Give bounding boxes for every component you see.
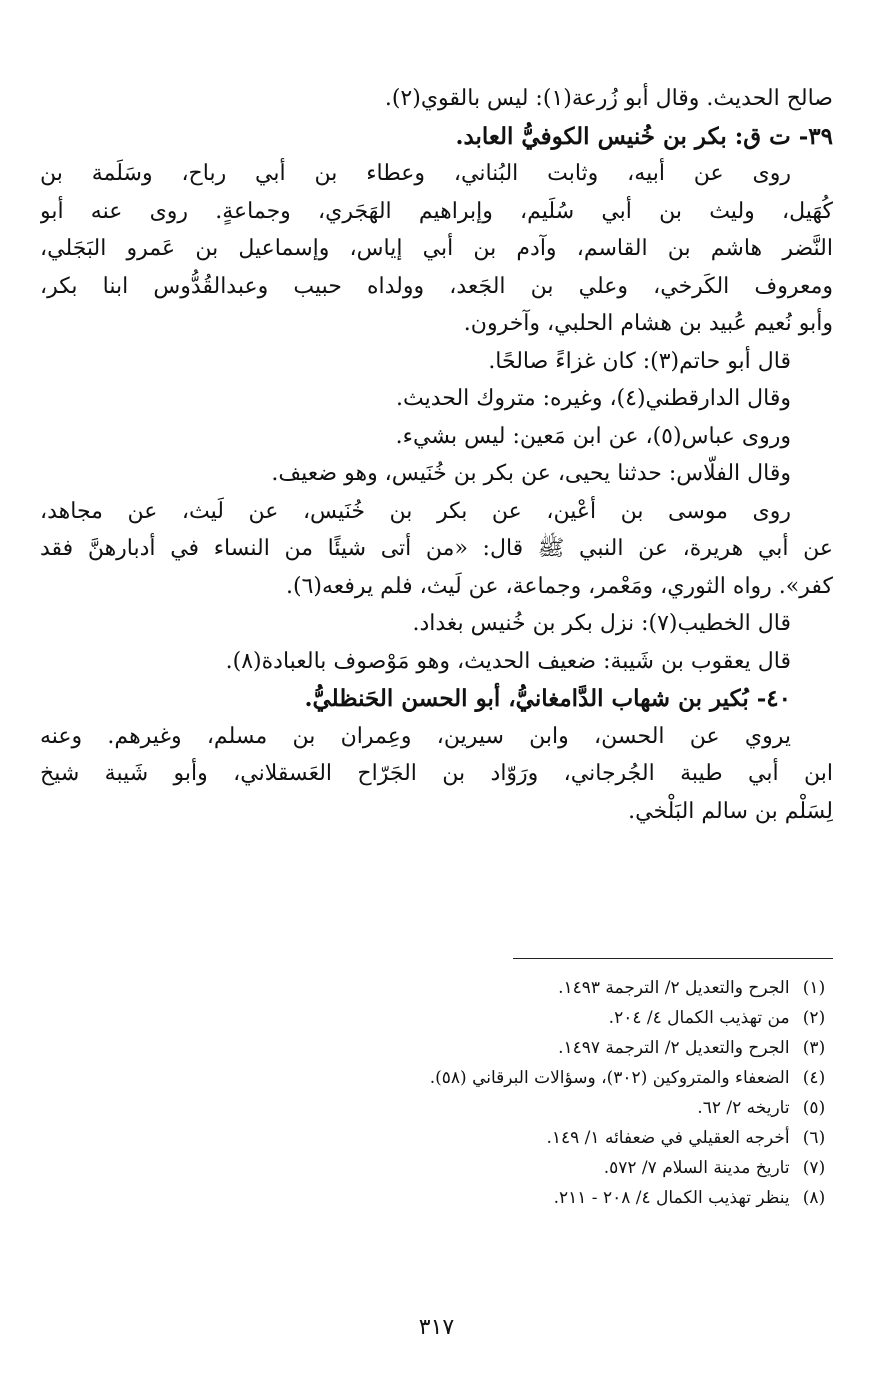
text-line: النَّضر هاشم بن القاسم، وآدم بن أبي إياس، وإسماعيل بن عَمرو البَجَلي، <box>40 236 833 261</box>
footnote-number: (٦) <box>802 1128 826 1148</box>
text-line: قال يعقوب بن شَيبة: ضعيف الحديث، وهو مَوْصوف بالعبادة(٨). <box>225 648 791 674</box>
text-line: يروي عن الحسن، وابن سيرين، وعِمران بن مسلم، وغيرهم. وعنه <box>40 723 791 749</box>
footnote <box>40 1153 833 1183</box>
footnote-text: الجرح والتعديل ٢/ الترجمة ١٤٩٧. <box>558 1038 790 1058</box>
entry-heading-40: ٤٠- بُكير بن شهاب الدَّامغانيُّ، أبو الحسن الحَنظليُّ. <box>304 685 791 712</box>
footnote-number: (٧) <box>802 1158 826 1178</box>
footnote-number: (٢) <box>802 1008 826 1028</box>
footnote-text: الضعفاء والمتروكين (٣٠٢)، وسؤالات البرقاني (٥٨). <box>429 1068 790 1088</box>
footnote <box>40 1093 833 1123</box>
footnote <box>40 1183 833 1213</box>
entry-heading-39: ٣٩- ت ق: بكر بن خُنيس الكوفيُّ العابد. <box>455 122 833 150</box>
footnote-text: ينظر تهذيب الكمال ٤/ ٢٠٨ - ٢١١. <box>553 1188 790 1208</box>
text-line: كفر». رواه الثوري، ومَعْمر، وجماعة، عن لَيث، فلم يرفعه(٦). <box>286 573 833 599</box>
main-text <box>40 80 833 830</box>
text-line: قال الخطيب(٧): نزل بكر بن خُنيس بغداد. <box>412 611 791 636</box>
footnotes <box>40 973 833 1213</box>
footnote <box>40 1123 833 1153</box>
text-line: عن أبي هريرة، عن النبي ﷺ قال: «من أتى شيئًا من النساء في أدبارهنَّ فقد <box>40 536 833 561</box>
text-line: وقال الدارقطني(٤)، وغيره: متروك الحديث. <box>396 386 791 411</box>
footnote-number: (٥) <box>802 1098 826 1118</box>
text-line: ومعروف الكَرخي، وعلي بن الجَعد، وولداه حبيب وعبدالقُدُّوس ابنا بكر، <box>40 273 833 299</box>
footnote <box>40 1033 833 1063</box>
footnote-number: (٨) <box>802 1188 826 1208</box>
text-line: روى عن أبيه، وثابت البُناني، وعطاء بن أبي رباح، وسَلَمة بن <box>40 161 791 186</box>
footnote-text: الجرح والتعديل ٢/ الترجمة ١٤٩٣. <box>558 978 790 998</box>
footnote-text: تاريخ مدينة السلام ٧/ ٥٧٢. <box>603 1158 790 1178</box>
footnote-text: أخرجه العقيلي في ضعفائه ١/ ١٤٩. <box>546 1128 790 1148</box>
text-line: لِسَلْم بن سالم البَلْخي. <box>628 798 833 824</box>
footnote <box>40 1063 833 1093</box>
footnote-text: تاريخه ٢/ ٦٢. <box>697 1098 790 1118</box>
text-line: كُهَيل، وليث بن أبي سُلَيم، وإبراهيم الهَجَري، وجماعةٍ. روى عنه أبو <box>40 198 833 224</box>
text-line: قال أبو حاتم(٣): كان غزاءً صالحًا. <box>488 348 791 374</box>
footnote-number: (٣) <box>802 1038 826 1058</box>
footnote-number: (٤) <box>802 1068 826 1088</box>
text-line: صالح الحديث. وقال أبو زُرعة(١): ليس بالقوي(٢). <box>384 86 833 111</box>
text-line: وروى عباس(٥)، عن ابن مَعين: ليس بشيء. <box>395 423 791 449</box>
footnote-text: من تهذيب الكمال ٤/ ٢٠٤. <box>608 1008 790 1028</box>
page-number: ٣١٧ <box>418 1315 455 1340</box>
footnote <box>40 1003 833 1033</box>
text-line: وقال الفلّاس: حدثنا يحيى، عن بكر بن خُنَيس، وهو ضعيف. <box>271 461 791 486</box>
footnote <box>40 973 833 1003</box>
text-line: روى موسى بن أعْين، عن بكر بن خُنَيس، عن لَيث، عن مجاهد، <box>40 498 791 524</box>
footnote-number: (١) <box>802 978 826 998</box>
text-line: وأبو نُعيم عُبيد بن هشام الحلبي، وآخرون. <box>463 311 833 336</box>
text-line: ابن أبي طيبة الجُرجاني، ورَوّاد بن الجَرّاح العَسقلاني، وأبو شَيبة شيخ <box>40 761 833 786</box>
footnote-divider <box>513 958 833 959</box>
